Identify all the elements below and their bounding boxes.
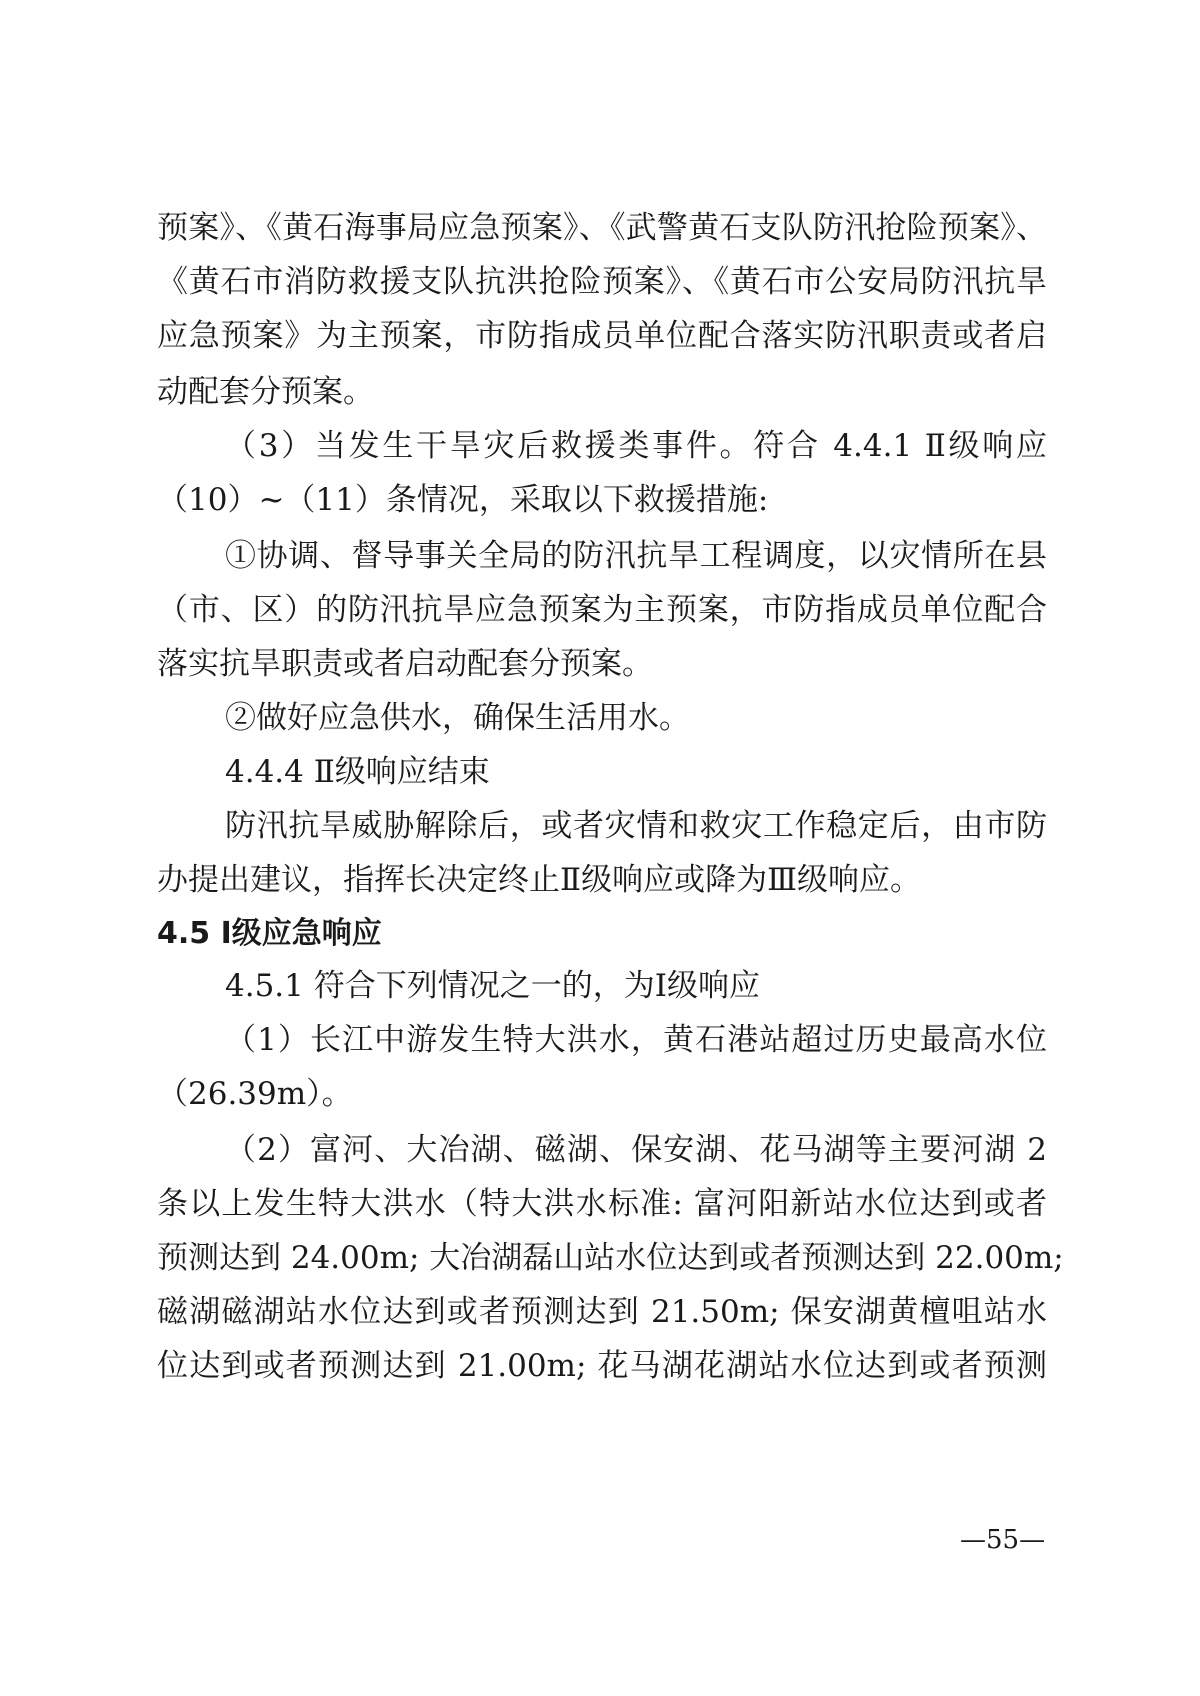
- paragraph-line: （26.39m）。: [157, 1076, 353, 1112]
- paragraph-line: 磁湖磁湖站水位达到或者预测达到 21.50m; 保安湖黄檀咀站水: [157, 1294, 1047, 1330]
- paragraph-line: 《黄石市消防救援支队抗洪抢险预案》、《黄石市公安局防汛抗旱: [157, 264, 1047, 300]
- subsection-heading: 4.4.4 Ⅱ级响应结束: [225, 754, 490, 790]
- paragraph-line: 预案》、《黄石海事局应急预案》、《武警黄石支队防汛抢险预案》、: [157, 210, 1047, 246]
- paragraph-line: 防汛抗旱威胁解除后，或者灾情和救灾工作稳定后，由市防: [225, 808, 1047, 844]
- page-number: —55—: [960, 1525, 1046, 1555]
- paragraph-line: 办提出建议，指挥长决定终止Ⅱ级响应或降为Ⅲ级响应。: [157, 862, 921, 898]
- paragraph-line: （市、区）的防汛抗旱应急预案为主预案，市防指成员单位配合: [157, 592, 1047, 628]
- paragraph-line: ①协调、督导事关全局的防汛抗旱工程调度，以灾情所在县: [225, 538, 1047, 574]
- paragraph-line: （1）长江中游发生特大洪水，黄石港站超过历史最高水位: [225, 1022, 1047, 1058]
- paragraph-line: 位达到或者预测达到 21.00m; 花马湖花湖站水位达到或者预测: [157, 1348, 1047, 1384]
- paragraph-line: 应急预案》为主预案，市防指成员单位配合落实防汛职责或者启: [157, 318, 1047, 354]
- paragraph-line: 动配套分预案。: [157, 374, 374, 410]
- paragraph-line: （3）当发生干旱灾后救援类事件。符合 4.4.1 Ⅱ级响应: [225, 428, 1047, 464]
- paragraph-line: ②做好应急供水，确保生活用水。: [225, 700, 690, 736]
- paragraph-line: （2）富河、大冶湖、磁湖、保安湖、花马湖等主要河湖 2: [225, 1132, 1047, 1168]
- paragraph-line: 预测达到 24.00m; 大冶湖磊山站水位达到或者预测达到 22.00m;: [157, 1240, 1064, 1276]
- paragraph-line: （10）~（11）条情况，采取以下救援措施:: [157, 482, 769, 518]
- section-heading: 4.5 Ⅰ级应急响应: [157, 916, 382, 951]
- paragraph-line: 落实抗旱职责或者启动配套分预案。: [157, 646, 653, 682]
- paragraph-line: 条以上发生特大洪水（特大洪水标准: 富河阳新站水位达到或者: [157, 1186, 1047, 1222]
- subsection-heading: 4.5.1 符合下列情况之一的，为Ⅰ级响应: [225, 968, 760, 1004]
